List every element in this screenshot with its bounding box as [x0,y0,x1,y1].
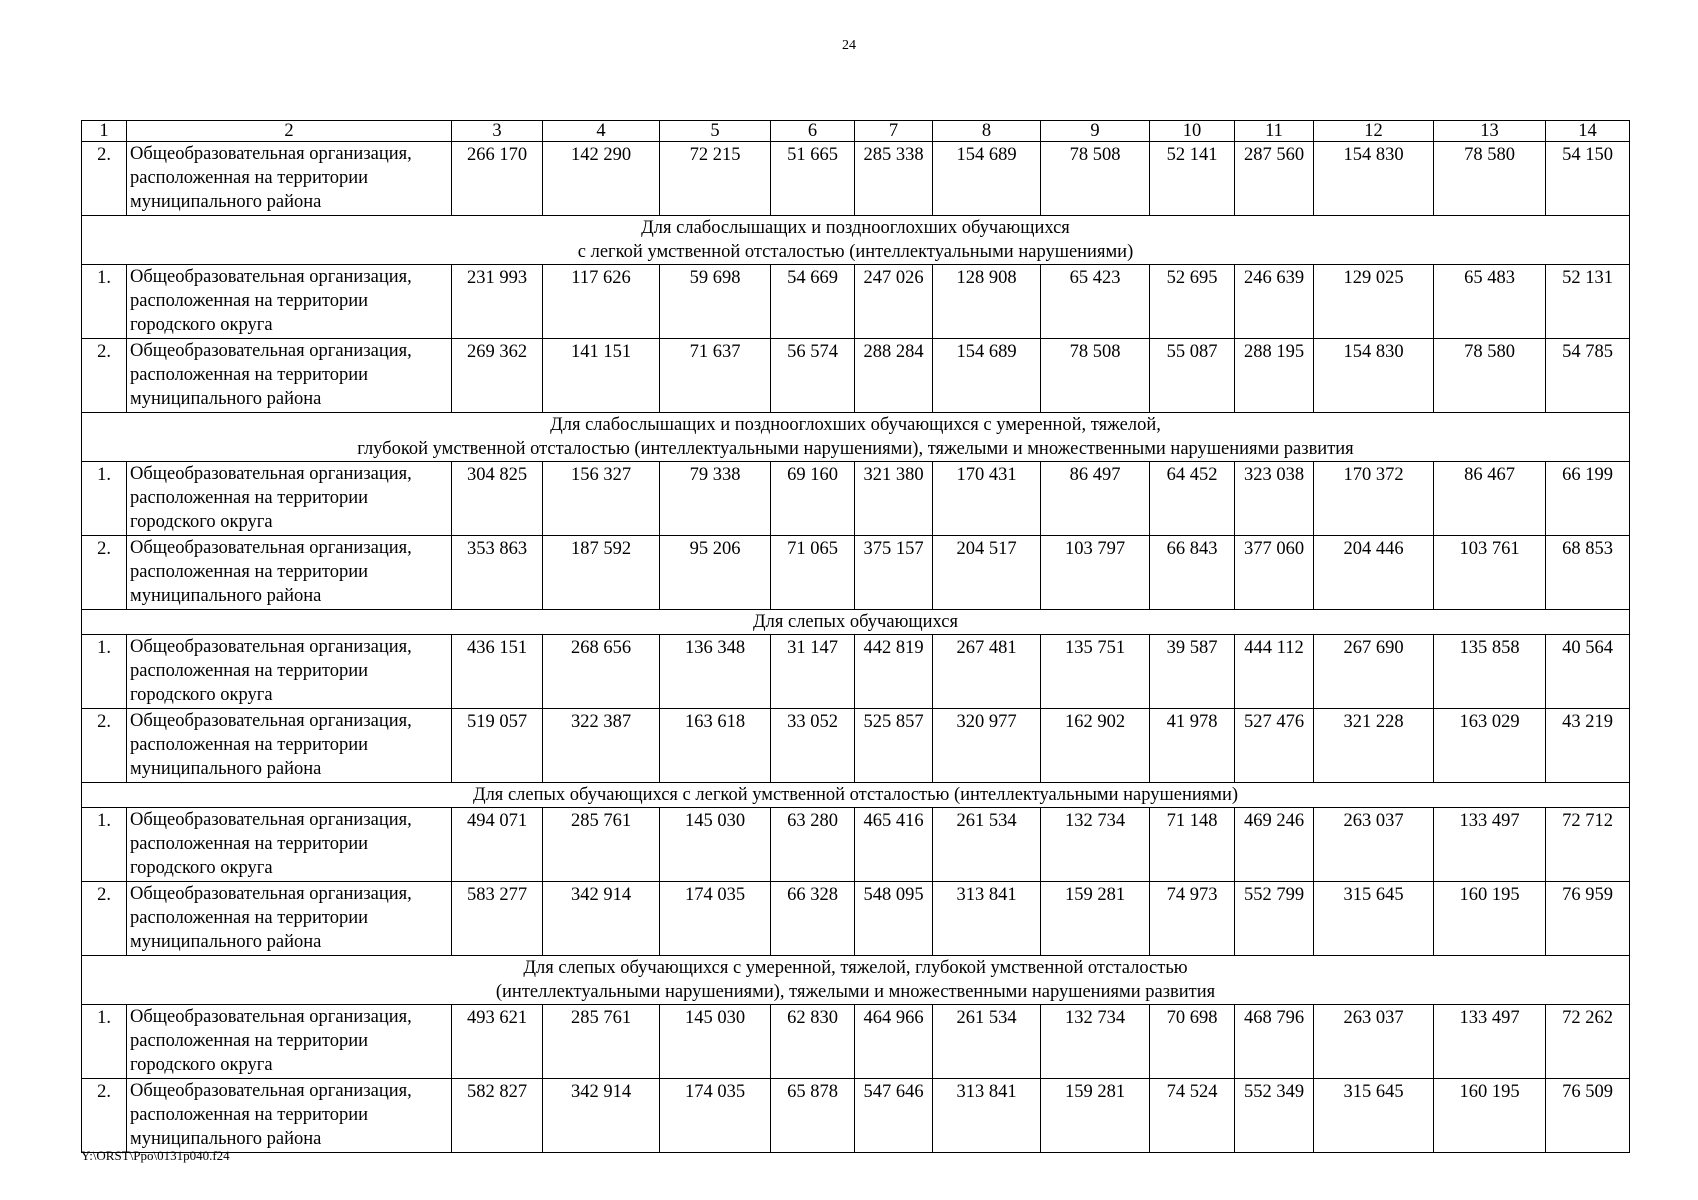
column-header: 10 [1150,121,1235,142]
value-cell: 135 751 [1041,635,1150,709]
value-cell: 71 148 [1150,808,1235,882]
value-cell: 315 645 [1314,1079,1434,1153]
value-cell: 72 712 [1546,808,1630,882]
value-cell: 95 206 [660,536,771,610]
column-header: 12 [1314,121,1434,142]
section-title-line: Для слепых обучающихся с умеренной, тяжелой, глубокой умственной отсталостью [523,958,1188,978]
table-row [82,462,1630,536]
value-cell: 267 690 [1314,635,1434,709]
value-cell: 583 277 [452,882,543,956]
organization-name: Общеобразовательная организация, расположенная на территории муниципального района [127,709,452,783]
row-number: 2. [82,339,127,413]
value-cell: 66 843 [1150,536,1235,610]
value-cell: 62 830 [771,1005,855,1079]
value-cell: 321 228 [1314,709,1434,783]
value-cell: 76 509 [1546,1079,1630,1153]
value-cell: 552 799 [1235,882,1314,956]
value-cell: 469 246 [1235,808,1314,882]
value-cell: 266 170 [452,142,543,216]
value-cell: 65 423 [1041,265,1150,339]
value-cell: 154 689 [933,339,1041,413]
value-cell: 154 830 [1314,339,1434,413]
value-cell: 74 973 [1150,882,1235,956]
value-cell: 56 574 [771,339,855,413]
section-title-line: с легкой умственной отсталостью (интеллектуальными нарушениями) [577,242,1134,262]
page-number: 24 [842,38,856,53]
value-cell: 162 902 [1041,709,1150,783]
section-header-row [82,956,1630,1005]
value-cell: 141 151 [543,339,660,413]
section-title-line: глубокой умственной отсталостью (интеллектуальными нарушениями), тяжелыми и множественными нарушениями развития [357,439,1354,459]
value-cell: 40 564 [1546,635,1630,709]
column-header: 11 [1235,121,1314,142]
section-title [82,783,1630,808]
section-title [82,956,1630,1005]
value-cell: 187 592 [543,536,660,610]
section-title [82,413,1630,462]
value-cell: 76 959 [1546,882,1630,956]
section-header-row [82,610,1630,635]
table-row [82,536,1630,610]
value-cell: 269 362 [452,339,543,413]
row-number: 2. [82,1079,127,1153]
table-row [82,709,1630,783]
value-cell: 65 878 [771,1079,855,1153]
column-header: 4 [543,121,660,142]
value-cell: 72 215 [660,142,771,216]
value-cell: 79 338 [660,462,771,536]
value-cell: 64 452 [1150,462,1235,536]
value-cell: 136 348 [660,635,771,709]
section-title [82,216,1630,265]
value-cell: 160 195 [1434,882,1546,956]
column-header: 5 [660,121,771,142]
value-cell: 72 262 [1546,1005,1630,1079]
value-cell: 163 029 [1434,709,1546,783]
value-cell: 174 035 [660,1079,771,1153]
column-header: 6 [771,121,855,142]
column-header: 14 [1546,121,1630,142]
row-number: 1. [82,462,127,536]
value-cell: 163 618 [660,709,771,783]
row-number: 1. [82,635,127,709]
organization-name: Общеобразовательная организация, расположенная на территории муниципального района [127,142,452,216]
organization-name: Общеобразовательная организация, расположенная на территории муниципального района [127,339,452,413]
value-cell: 444 112 [1235,635,1314,709]
value-cell: 71 065 [771,536,855,610]
value-cell: 375 157 [855,536,933,610]
value-cell: 377 060 [1235,536,1314,610]
value-cell: 154 830 [1314,142,1434,216]
organization-name: Общеобразовательная организация, расположенная на территории городского округа [127,635,452,709]
table-row [82,1005,1630,1079]
value-cell: 117 626 [543,265,660,339]
value-cell: 288 195 [1235,339,1314,413]
section-title-line: Для слабослышащих и позднооглохших обучающихся [641,218,1070,238]
value-cell: 133 497 [1434,1005,1546,1079]
value-cell: 132 734 [1041,808,1150,882]
value-cell: 54 150 [1546,142,1630,216]
value-cell: 263 037 [1314,1005,1434,1079]
organization-name: Общеобразовательная организация, расположенная на территории муниципального района [127,1079,452,1153]
header-row [82,121,1630,142]
value-cell: 69 160 [771,462,855,536]
value-cell: 52 695 [1150,265,1235,339]
section-header-row [82,216,1630,265]
value-cell: 71 637 [660,339,771,413]
value-cell: 552 349 [1235,1079,1314,1153]
table-row [82,635,1630,709]
value-cell: 78 508 [1041,339,1150,413]
column-header: 7 [855,121,933,142]
value-cell: 43 219 [1546,709,1630,783]
value-cell: 33 052 [771,709,855,783]
value-cell: 442 819 [855,635,933,709]
value-cell: 246 639 [1235,265,1314,339]
value-cell: 468 796 [1235,1005,1314,1079]
value-cell: 494 071 [452,808,543,882]
value-cell: 170 431 [933,462,1041,536]
value-cell: 78 580 [1434,142,1546,216]
value-cell: 39 587 [1150,635,1235,709]
section-title-line: Для слепых обучающихся [753,612,958,632]
data-table [81,120,1630,1153]
table-row [82,142,1630,216]
section-header-row [82,783,1630,808]
organization-name: Общеобразовательная организация, расположенная на территории городского округа [127,265,452,339]
value-cell: 78 580 [1434,339,1546,413]
value-cell: 547 646 [855,1079,933,1153]
value-cell: 313 841 [933,1079,1041,1153]
value-cell: 133 497 [1434,808,1546,882]
section-title-line: (интеллектуальными нарушениями), тяжелыми и множественными нарушениями развития [495,982,1216,1002]
value-cell: 145 030 [660,808,771,882]
column-header: 3 [452,121,543,142]
table-row [82,808,1630,882]
value-cell: 74 524 [1150,1079,1235,1153]
value-cell: 174 035 [660,882,771,956]
value-cell: 519 057 [452,709,543,783]
value-cell: 156 327 [543,462,660,536]
value-cell: 261 534 [933,1005,1041,1079]
value-cell: 288 284 [855,339,933,413]
value-cell: 527 476 [1235,709,1314,783]
value-cell: 128 908 [933,265,1041,339]
value-cell: 103 761 [1434,536,1546,610]
value-cell: 52 131 [1546,265,1630,339]
value-cell: 55 087 [1150,339,1235,413]
value-cell: 582 827 [452,1079,543,1153]
value-cell: 285 761 [543,808,660,882]
row-number: 1. [82,265,127,339]
value-cell: 493 621 [452,1005,543,1079]
value-cell: 464 966 [855,1005,933,1079]
value-cell: 525 857 [855,709,933,783]
value-cell: 247 026 [855,265,933,339]
value-cell: 320 977 [933,709,1041,783]
value-cell: 31 147 [771,635,855,709]
value-cell: 159 281 [1041,882,1150,956]
value-cell: 63 280 [771,808,855,882]
organization-name: Общеобразовательная организация, расположенная на территории муниципального района [127,882,452,956]
organization-name: Общеобразовательная организация, расположенная на территории городского округа [127,1005,452,1079]
table-row [82,882,1630,956]
table-row [82,339,1630,413]
value-cell: 154 689 [933,142,1041,216]
value-cell: 465 416 [855,808,933,882]
value-cell: 315 645 [1314,882,1434,956]
section-title-line: Для слепых обучающихся с легкой умственной отсталостью (интеллектуальными нарушениями) [472,785,1239,805]
value-cell: 231 993 [452,265,543,339]
organization-name: Общеобразовательная организация, расположенная на территории городского округа [127,808,452,882]
section-title-line: Для слабослышащих и позднооглохших обучающихся с умеренной, тяжелой, [550,415,1161,435]
section-header-row [82,413,1630,462]
value-cell: 321 380 [855,462,933,536]
value-cell: 287 560 [1235,142,1314,216]
value-cell: 66 199 [1546,462,1630,536]
row-number: 2. [82,142,127,216]
column-header: 9 [1041,121,1150,142]
value-cell: 204 517 [933,536,1041,610]
table-row [82,265,1630,339]
value-cell: 285 761 [543,1005,660,1079]
value-cell: 268 656 [543,635,660,709]
row-number: 2. [82,882,127,956]
value-cell: 263 037 [1314,808,1434,882]
file-path-footer: Y:\ORST\Ppo\0131p040.f24 [81,1148,230,1163]
value-cell: 68 853 [1546,536,1630,610]
value-cell: 323 038 [1235,462,1314,536]
table-row [82,1079,1630,1153]
value-cell: 54 785 [1546,339,1630,413]
value-cell: 135 858 [1434,635,1546,709]
value-cell: 52 141 [1150,142,1235,216]
value-cell: 436 151 [452,635,543,709]
value-cell: 313 841 [933,882,1041,956]
value-cell: 159 281 [1041,1079,1150,1153]
value-cell: 129 025 [1314,265,1434,339]
value-cell: 65 483 [1434,265,1546,339]
column-header: 1 [82,121,127,142]
value-cell: 86 467 [1434,462,1546,536]
value-cell: 304 825 [452,462,543,536]
row-number: 1. [82,808,127,882]
value-cell: 548 095 [855,882,933,956]
value-cell: 41 978 [1150,709,1235,783]
value-cell: 132 734 [1041,1005,1150,1079]
value-cell: 54 669 [771,265,855,339]
row-number: 2. [82,709,127,783]
value-cell: 103 797 [1041,536,1150,610]
value-cell: 342 914 [543,1079,660,1153]
value-cell: 78 508 [1041,142,1150,216]
value-cell: 267 481 [933,635,1041,709]
value-cell: 86 497 [1041,462,1150,536]
organization-name: Общеобразовательная организация, расположенная на территории муниципального района [127,536,452,610]
row-number: 2. [82,536,127,610]
value-cell: 342 914 [543,882,660,956]
column-header: 8 [933,121,1041,142]
value-cell: 170 372 [1314,462,1434,536]
value-cell: 142 290 [543,142,660,216]
value-cell: 204 446 [1314,536,1434,610]
value-cell: 353 863 [452,536,543,610]
value-cell: 160 195 [1434,1079,1546,1153]
value-cell: 70 698 [1150,1005,1235,1079]
value-cell: 261 534 [933,808,1041,882]
value-cell: 66 328 [771,882,855,956]
value-cell: 59 698 [660,265,771,339]
organization-name: Общеобразовательная организация, расположенная на территории городского округа [127,462,452,536]
row-number: 1. [82,1005,127,1079]
column-header: 2 [127,121,452,142]
column-header: 13 [1434,121,1546,142]
value-cell: 322 387 [543,709,660,783]
value-cell: 145 030 [660,1005,771,1079]
value-cell: 51 665 [771,142,855,216]
value-cell: 285 338 [855,142,933,216]
section-title [82,610,1630,635]
